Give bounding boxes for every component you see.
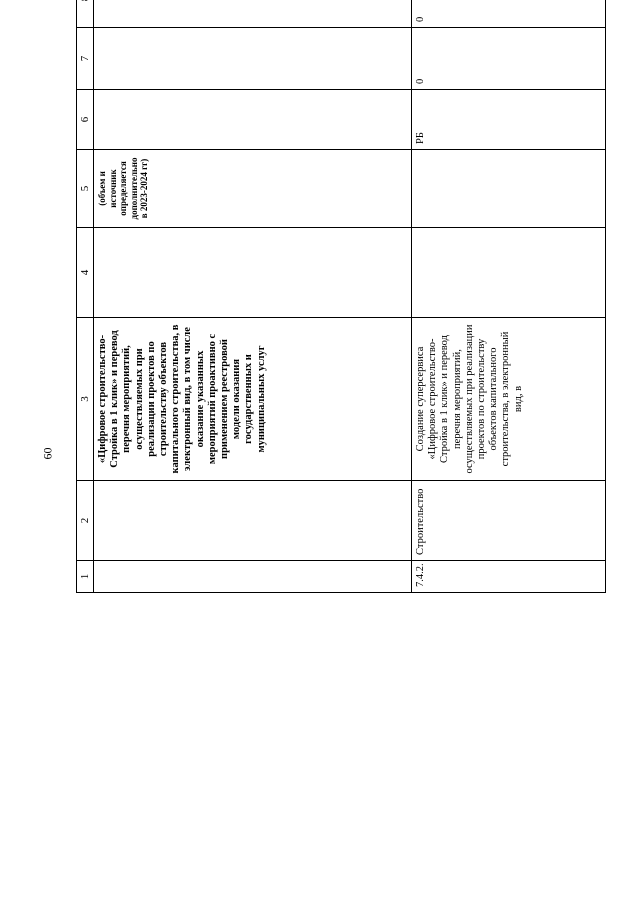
cell-number	[94, 561, 412, 593]
cell-col7: 0	[412, 28, 606, 90]
header-cell: 7	[77, 28, 94, 90]
cell-col8	[94, 0, 412, 28]
cell-col4	[94, 228, 412, 318]
cell-col4	[412, 228, 606, 318]
cell-measure: Создание суперсервиса «Цифровое строительство-Стройка в 1 клик» и перевод перечня мероприятий, осуществляемых при реализации проектов по строительству объектов капитального строительства, в электронный вид, в	[412, 318, 606, 481]
cell-source	[94, 90, 412, 150]
cell-number: 7.4.2.	[412, 561, 606, 593]
cell-direction: Строительство	[412, 481, 606, 561]
cell-funding-note: (объем и источник определяется дополнительно в 2023-2024 гг)	[94, 150, 412, 228]
cell-direction	[94, 481, 412, 561]
cell-col7	[94, 28, 412, 90]
header-cell: 6	[77, 90, 94, 150]
cell-funding-note	[412, 150, 606, 228]
table-row	[412, 0, 606, 593]
page-number: 60	[40, 447, 55, 460]
program-table	[76, 0, 606, 593]
header-cell: 4	[77, 228, 94, 318]
cell-col8: 0	[412, 0, 606, 28]
header-cell	[77, 0, 94, 28]
header-cell: 5	[77, 150, 94, 228]
table-header-row	[77, 0, 94, 593]
cell-source: РБ	[412, 90, 606, 150]
header-cell: 1	[77, 561, 94, 593]
header-cell: 3	[77, 318, 94, 481]
table-row	[94, 0, 412, 593]
table-container	[76, 0, 606, 593]
cell-measure: «Цифровое строительство-Стройка в 1 клик» и перевод перечня мероприятий, осуществляемых при реализации проектов по строительству объектов капитального строительства, в электронный вид, в том числе оказание указанных мероприятий проактивно с применением реестровой модели оказания государственных и муниципальных услуг	[94, 318, 412, 481]
rotated-page-content	[76, 16, 606, 841]
header-cell: 2	[77, 481, 94, 561]
